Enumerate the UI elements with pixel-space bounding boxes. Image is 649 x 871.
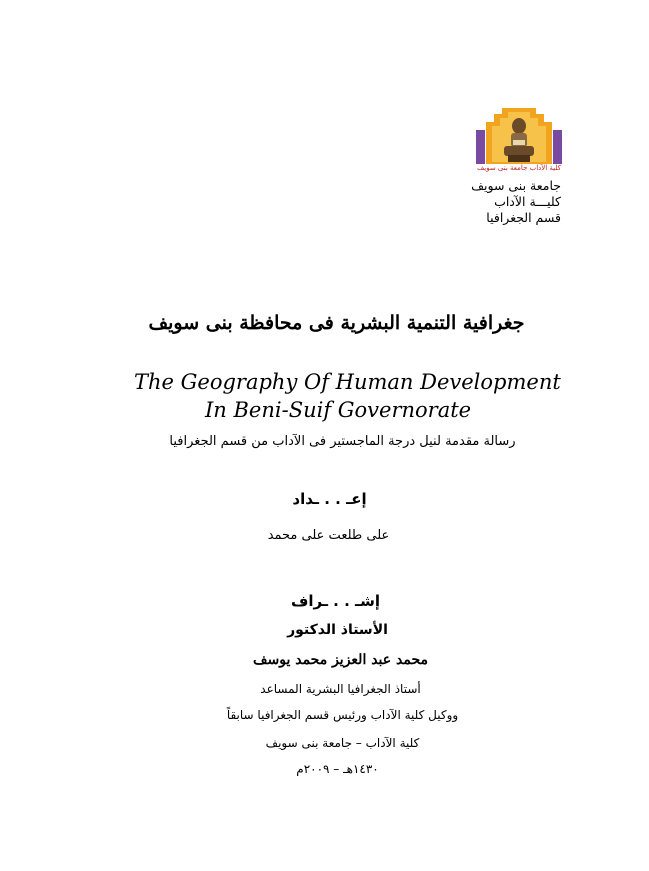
supervisor-affiliation: كلية الآداب – جامعة بنى سويف [265, 736, 420, 750]
prepared-by-label: إعـ . . ـداد [292, 490, 367, 508]
department-name: قسم الجغرافيا [486, 210, 561, 225]
author-name: على طلعت على محمد [267, 528, 390, 543]
supervisor-previous-roles: ووكيل كلية الآداب ورئيس قسم الجغرافيا سابقاً [226, 708, 459, 722]
logo-caption: كلية الآداب جامعة بنى سويف [477, 164, 561, 172]
supervision-label: إشـ . . ـراف [290, 592, 381, 610]
thesis-title-arabic: جغرافية التنمية البشرية فى محافظة بنى سويف [148, 312, 525, 334]
supervisor-name: محمد عبد العزيز محمد يوسف [253, 652, 428, 668]
thesis-title-english-line1: The Geography Of Human Development [134, 370, 561, 394]
supervisor-title: الأستاذ الدكتور [287, 622, 388, 638]
university-name: جامعة بنى سويف [471, 178, 561, 193]
faculty-name: كليـــة الآداب [494, 194, 561, 209]
thesis-date: ١٤٣٠هـ – ٢٠٠٩م [296, 762, 379, 776]
faculty-logo [472, 104, 566, 176]
supervisor-position: أستاذ الجغرافيا البشرية المساعد [260, 682, 421, 696]
thesis-subtitle: رسالة مقدمة لنيل درجة الماجستير فى الآداب من قسم الجغرافيا [169, 434, 516, 449]
thesis-title-english-line2: In Beni-Suif Governorate [205, 398, 472, 422]
institution-block [471, 178, 561, 226]
